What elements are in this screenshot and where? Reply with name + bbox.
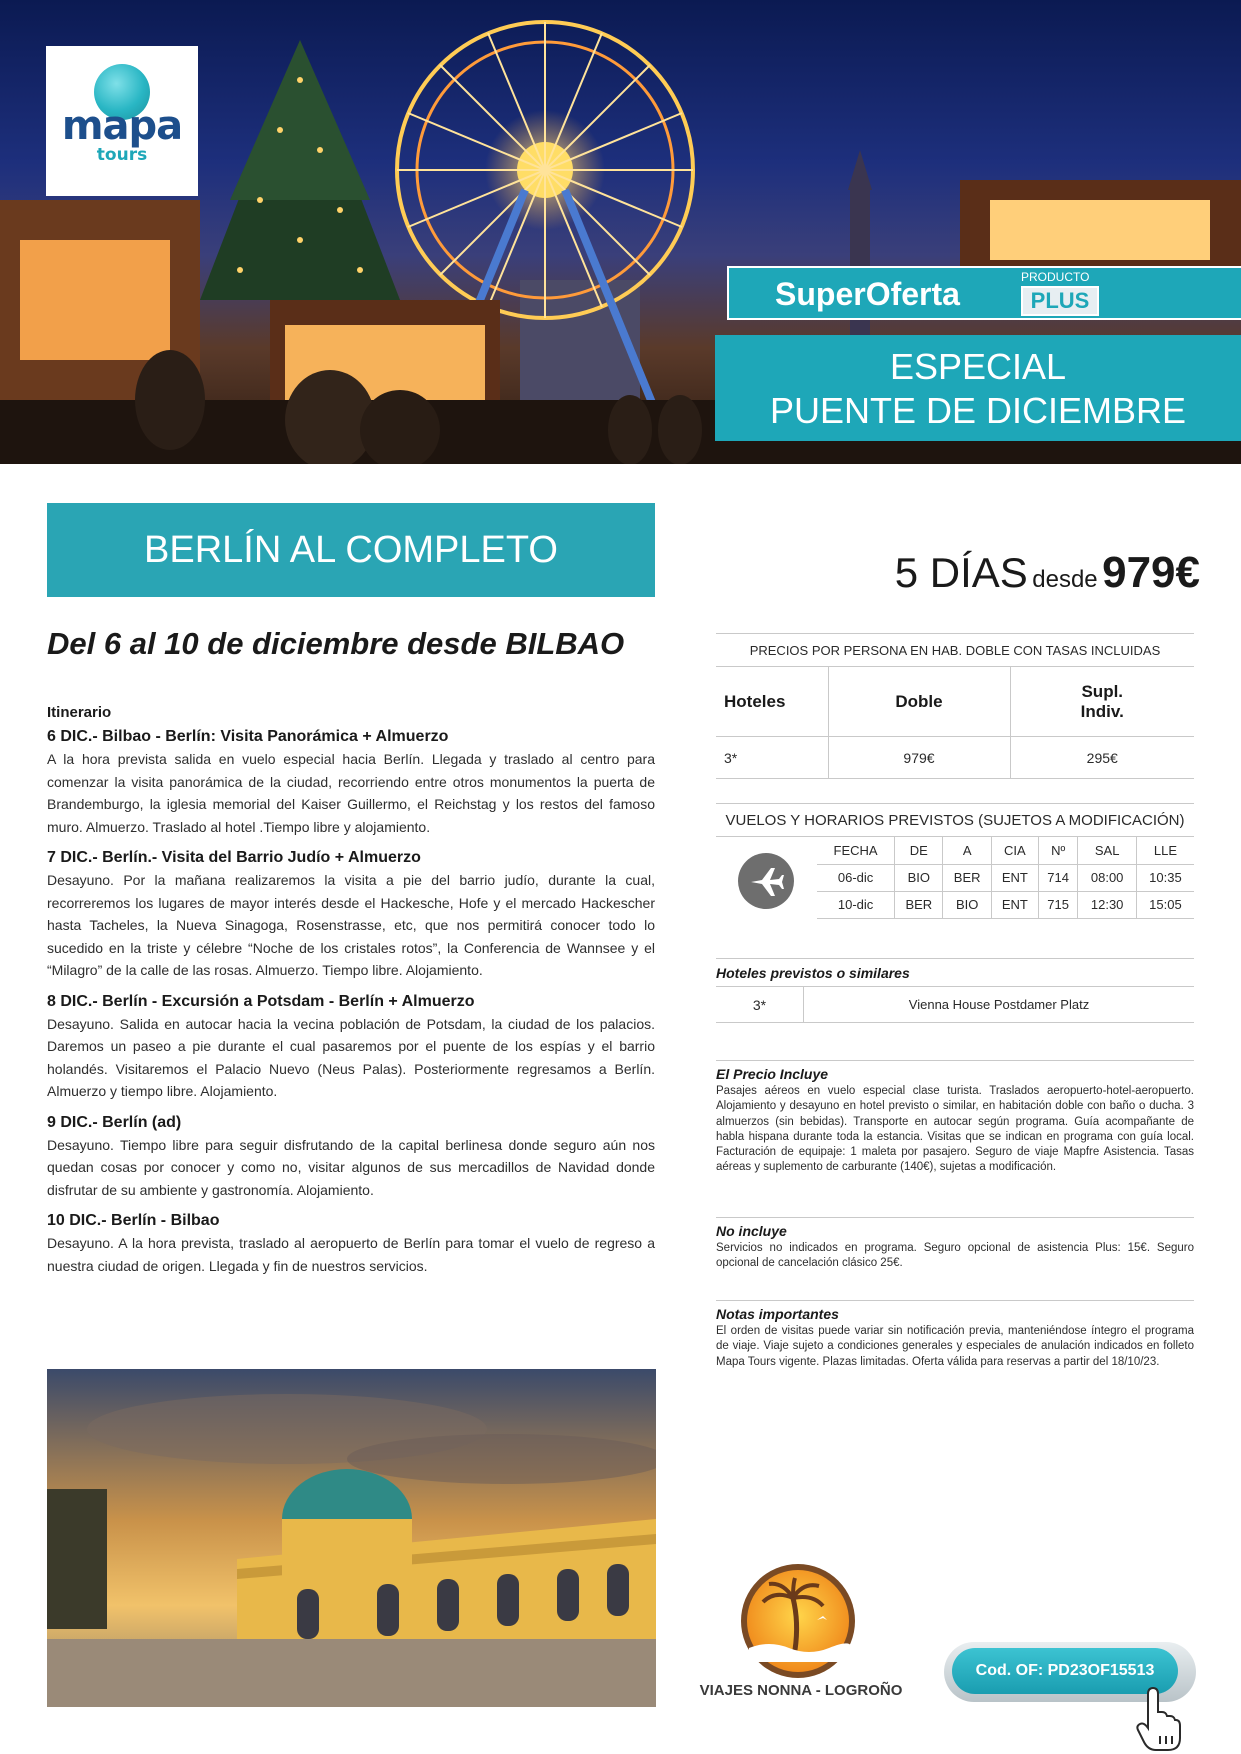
flight-cell: 12:30 <box>1078 891 1136 918</box>
flight-cell: BER <box>943 864 991 891</box>
day-text: Desayuno. Tiempo libre para seguir disfrutando de la capital berlinesa donde seguro aún nos quedan cosas por conocer y como no, visitar algunos de sus mercadillos de Navidad donde disfrutar de su ambiente y gastronomía. Alojamiento. <box>47 1136 655 1198</box>
flight-cell: 715 <box>1038 891 1078 918</box>
pointing-hand-icon <box>1134 1686 1182 1754</box>
desde-label: desde <box>1032 566 1098 593</box>
mapa-tours-logo <box>46 46 198 196</box>
flight-col-a: A <box>943 837 991 864</box>
especial-line1: ESPECIAL <box>889 346 1067 387</box>
potsdam-palace-photo <box>47 1369 656 1707</box>
hotel-row <box>716 987 1194 1023</box>
duration: 5 DÍAS <box>894 549 1028 596</box>
includes-text: Pasajes aéreos en vuelo especial clase turista. Traslados aeropuerto-hotel-aeropuerto. Alojamiento y desayuno en hotel previsto o similar, en habitación doble con baño o ducha. 3 almuerzos (sin bebidas). Transporte en autocar según programa. Guía acompañante de habla hispana durante toda la estancia. Visitas que se indican en programa con guía local. Facturación de equipaje: 1 maleta por pasajero. Seguro de viaje Mapfre Asistencia. Tasas aéreas y suplemento de carburante (140€), sujetas a modificación. <box>716 1085 1194 1174</box>
trip-title: BERLÍN AL COMPLETO <box>47 503 655 597</box>
itinerary-day <box>47 991 655 1103</box>
hotel-name: Vienna House Postdamer Platz <box>908 997 1090 1012</box>
flight-col-num: Nº <box>1038 837 1078 864</box>
itinerary-heading: Itinerario <box>47 704 112 721</box>
airplane-icon <box>738 853 794 909</box>
day-title: 8 DIC.- Berlín - Excursión a Potsdam - Berlín + Almuerzo <box>47 992 475 1010</box>
flights-table <box>817 837 1194 919</box>
table-row <box>817 891 1194 918</box>
flight-cell: ENT <box>991 864 1038 891</box>
header-doble: Doble <box>828 667 1010 737</box>
offer-code-label: Cod. OF: PD23OF15513 <box>952 1648 1178 1694</box>
itinerary-day <box>47 1210 655 1277</box>
notes-section <box>716 1300 1194 1370</box>
flight-col-de: DE <box>895 837 943 864</box>
hotels-heading: Hoteles previstos o similares <box>716 958 1194 987</box>
logo-sub: tours <box>96 145 148 165</box>
flight-cell: ENT <box>991 891 1038 918</box>
includes-section <box>716 1060 1194 1176</box>
day-text: A la hora prevista salida en vuelo especial hacia Berlín. Llegada y traslado al centro para comenzar la visita panorámica de la ciudad, recorriendo entre otros monumentos la puerta de Brandemburgo, la iglesia memorial del Kaiser Guillermo, el Reichstag y los restos del famoso muro. Almuerzo. Traslado al hotel .Tiempo libre y alojamiento. <box>47 751 655 835</box>
day-title: 9 DIC.- Berlín (ad) <box>47 1113 182 1131</box>
flight-cell: 15:05 <box>1136 891 1194 918</box>
header-supl-line2: Indiv. <box>1080 701 1124 721</box>
day-text: Desayuno. A la hora prevista, traslado al aeropuerto de Berlín para tomar el vuelo de regreso a nuestra ciudad de origen. Llegada y fin de nuestros servicios. <box>47 1235 655 1274</box>
header-supl-line1: Supl. <box>1081 681 1124 701</box>
flight-cell: 08:00 <box>1078 864 1136 891</box>
price-table <box>716 633 1194 779</box>
not-included-text: Servicios no indicados en programa. Seguro opcional de asistencia Plus: 15€. Seguro opcional de cancelación clásico 25€. <box>716 1242 1194 1270</box>
itinerary <box>47 704 655 1286</box>
notes-text: El orden de visitas puede variar sin notificación previa, manteniéndose íntegro el programa de viaje. Viaje sujeto a condiciones generales y especiales de anulación indicados en folleto Mapa Tours vigente. Plazas limitadas. Oferta válida para reservas a partir del 18/10/23. <box>716 1325 1194 1368</box>
especial-banner <box>715 335 1241 441</box>
day-title: 6 DIC.- Bilbao - Berlín: Visita Panorámica + Almuerzo <box>47 728 449 745</box>
superoferta-badge <box>727 266 1241 320</box>
flight-cell: BIO <box>943 891 991 918</box>
flights-section <box>716 803 1194 912</box>
flight-cell: BER <box>895 891 943 918</box>
itinerary-day <box>47 1112 655 1202</box>
hero-image <box>0 0 1241 464</box>
palm-tree-sunset-icon <box>739 1562 857 1680</box>
header-supl <box>1010 667 1194 737</box>
flights-header-row <box>817 837 1194 864</box>
not-included-heading: No incluye <box>716 1223 787 1239</box>
itinerary-day <box>47 847 655 982</box>
price-summary <box>820 548 1200 598</box>
superoferta-label: SuperOferta <box>775 276 960 312</box>
flight-cell: 06-dic <box>817 864 895 891</box>
day-title: 7 DIC.- Berlín.- Visita del Barrio Judío + Almuerzo <box>47 849 421 866</box>
itinerary-day <box>47 726 655 838</box>
producto-label: PRODUCTO <box>1021 270 1090 284</box>
flight-col-lle: LLE <box>1136 837 1194 864</box>
agency-name: VIAJES NONNA - LOGROÑO <box>699 1682 903 1699</box>
trip-subtitle: Del 6 al 10 de diciembre desde BILBAO <box>47 626 625 661</box>
price-caption: PRECIOS POR PERSONA EN HAB. DOBLE CON TASAS INCLUIDAS <box>716 634 1194 667</box>
hotel-category: 3* <box>716 987 804 1022</box>
day-title: 10 DIC.- Berlín - Bilbao <box>47 1212 220 1229</box>
row-doble: 979€ <box>828 737 1010 779</box>
hotels-section <box>716 958 1194 1023</box>
flight-cell: 10:35 <box>1136 864 1194 891</box>
flight-cell: 714 <box>1038 864 1078 891</box>
flights-caption: VUELOS Y HORARIOS PREVISTOS (SUJETOS A MODIFICACIÓN) <box>716 803 1194 837</box>
flight-cell: 10-dic <box>817 891 895 918</box>
flight-col-fecha: FECHA <box>817 837 895 864</box>
especial-line2: PUENTE DE DICIEMBRE <box>769 390 1187 431</box>
flight-cell: BIO <box>895 864 943 891</box>
header-hoteles: Hoteles <box>716 667 828 737</box>
table-row <box>817 864 1194 891</box>
price-value: 979€ <box>1102 548 1200 597</box>
flight-col-cia: CIA <box>991 837 1038 864</box>
not-included-section <box>716 1217 1194 1272</box>
row-supl: 295€ <box>1010 737 1194 779</box>
logo-name: mapa <box>61 103 183 149</box>
includes-heading: El Precio Incluye <box>716 1066 829 1082</box>
day-text: Desayuno. Salida en autocar hacia la vecina población de Potsdam, la ciudad de los palacios. Daremos un paseo a pie durante el cual pasaremos por el puente de los espías y el barrio holandés. Visitaremos el Palacio Nuevo (Neus Palas). Posteriormente regresamos a Berlín. Almuerzo y tiempo libre. Alojamiento. <box>47 1015 655 1099</box>
plus-badge: PLUS <box>1021 286 1099 316</box>
flight-col-sal: SAL <box>1078 837 1136 864</box>
day-text: Desayuno. Por la mañana realizaremos la visita a pie del barrio judío, durante la cual, recorreremos los lugares de mayor interés desde el Hackesche, Hofe y el mercado Hackescher hasta Tacheles, la Nueva Sinagoga, Rosenstrasse, etc, que nos permitirá conocer todo lo sucedido en la triste y célebre “Noche de los cristales rotos”, la Conferencia de Wannsee y el “Milagro” de la calle de las rosas. Almuerzo. Tiempo libre. Alojamiento. <box>47 872 655 978</box>
notes-heading: Notas importantes <box>716 1306 839 1322</box>
row-category: 3* <box>716 737 828 779</box>
